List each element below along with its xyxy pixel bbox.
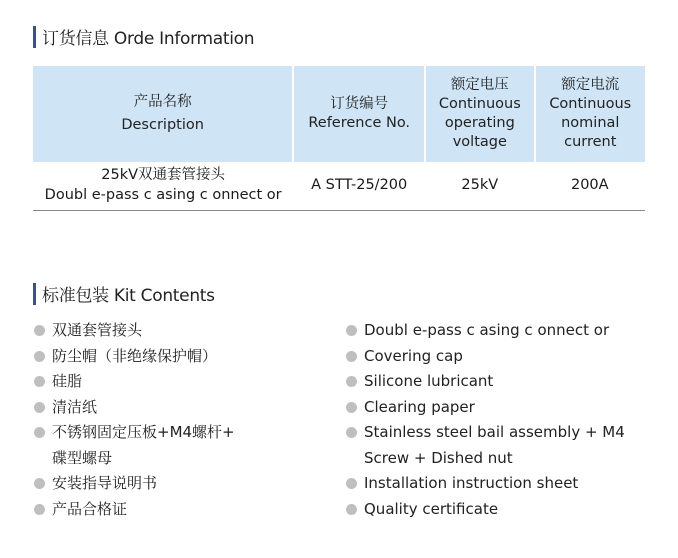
list-item-text [52,420,235,471]
order-information-heading [33,24,254,49]
bullet-icon [34,427,45,438]
bullet-icon [34,402,45,413]
header-reference-en: Reference No. [308,115,411,131]
list-item-text: 双通套管接头 [52,321,143,339]
header-voltage-en-line1: Continuous [438,96,521,113]
header-description [33,66,293,162]
table-row [33,162,645,211]
list-item-text: Covering cap [364,346,463,365]
list-item [346,369,666,395]
list-item-text: Installation instruction sheet [364,474,579,492]
order-information-title: 订货信息 Orde Information [42,29,255,49]
bullet-icon [346,325,357,336]
list-item-text [364,420,625,471]
list-item [346,318,666,344]
header-current-cn: 额定电流 [561,77,620,94]
list-item [34,497,334,523]
header-voltage [425,66,534,162]
bullet-icon [346,427,357,438]
list-item-text: Quality certificate [364,499,499,518]
list-item [34,395,334,421]
list-item [34,344,334,370]
heading-accent-bar [33,283,36,305]
header-current-en-line2: nominal [561,115,620,131]
bullet-icon [34,351,45,362]
cell-description [33,162,293,211]
list-item-text: 产品合格证 [52,499,128,518]
header-current-en-line1: Continuous [549,96,632,113]
kit-contents-title: 标准包装 Kit Contents [42,286,215,306]
list-item-text-line1: Stainless steel bail assembly + M4 [364,423,625,441]
bullet-icon [34,478,45,489]
list-item-text: 安装指导说明书 [52,474,158,492]
list-item [346,395,666,421]
bullet-icon [346,351,357,362]
header-description-en: Description [121,117,204,133]
bullet-icon [34,325,45,336]
list-item [346,497,666,523]
header-voltage-en-line3: voltage [452,133,507,150]
cell-description-cn: 25kV双通套管接头 [101,167,226,184]
list-item [346,420,666,471]
order-information-table [33,66,645,211]
bullet-icon [34,376,45,387]
list-item [34,318,334,344]
list-item-text-line2: Screw + Dished nut [364,448,513,467]
list-item [34,369,334,395]
header-reference [293,66,425,162]
list-item-text: Silicone lubricant [364,372,494,390]
cell-current: 200A [535,162,645,211]
bullet-icon [346,504,357,515]
list-item [34,471,334,497]
bullet-icon [34,504,45,515]
list-item-text-line2: 碟型螺母 [52,448,113,467]
kit-contents-list-en [346,318,666,522]
header-voltage-cn: 额定电压 [450,77,509,94]
list-item-text: 清洁纸 [52,397,98,416]
kit-contents-list-cn [34,318,334,522]
list-item-text-line1: 不锈钢固定压板+M4螺杆+ [52,423,235,441]
header-current-en-line3: current [564,133,617,150]
cell-description-en: Doubl e-pass c asing c onnect or [44,187,282,203]
table-header-row [33,66,645,162]
bullet-icon [346,376,357,387]
header-current [535,66,645,162]
list-item [346,471,666,497]
list-item [346,344,666,370]
list-item [34,420,334,471]
kit-contents-heading [33,281,215,306]
header-voltage-en-line2: operating [444,115,515,131]
bullet-icon [346,478,357,489]
list-item-text: 硅脂 [52,372,83,390]
header-description-cn: 产品名称 [133,94,192,111]
heading-accent-bar [33,26,36,48]
cell-reference: A STT-25/200 [293,162,425,211]
list-item-text: 防尘帽（非绝缘保护帽） [52,346,218,365]
list-item-text: Clearing paper [364,397,475,416]
list-item-text: Doubl e-pass c asing c onnect or [364,321,610,339]
bullet-icon [346,402,357,413]
header-reference-cn: 订货编号 [330,96,389,113]
cell-voltage: 25kV [425,162,534,211]
